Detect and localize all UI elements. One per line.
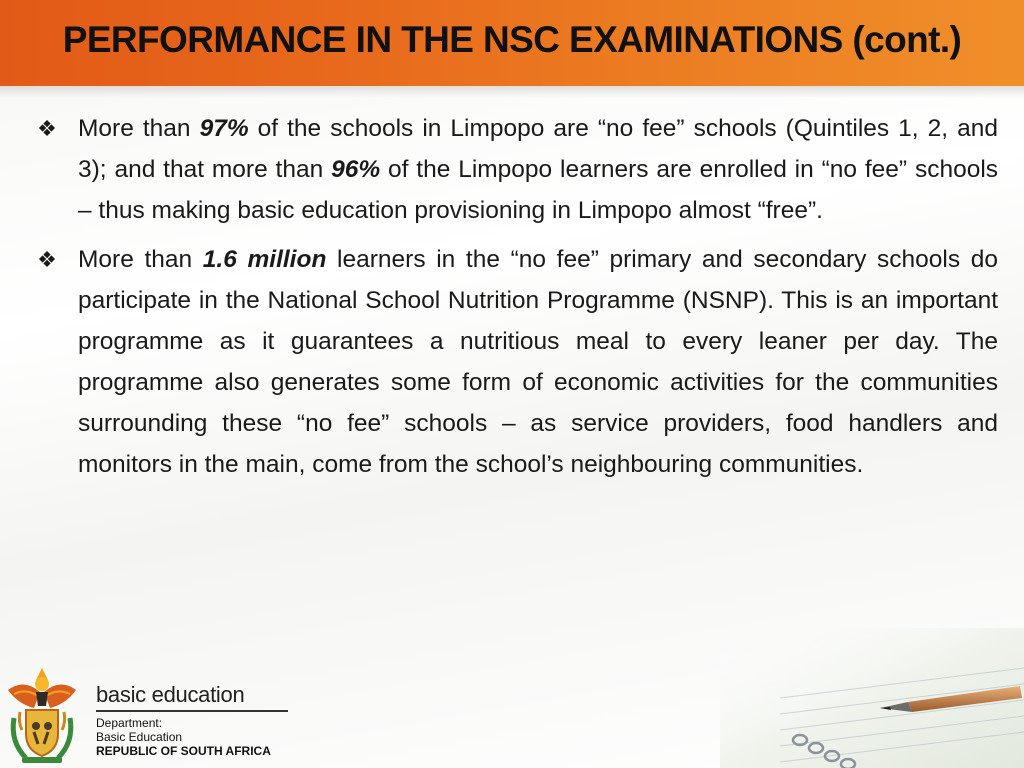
bullet-text: of the schools in Limpopo are “no fee” schools (Quintiles 1, 2, and 3); and that more than [78, 115, 998, 183]
bullet-text: More than [78, 246, 203, 273]
department-divider [96, 710, 288, 712]
title-shadow [0, 86, 1024, 98]
diamond-bullet-icon: ❖ [37, 116, 57, 141]
bullet-item [30, 239, 998, 485]
bullet-emphasis: 96% [331, 156, 381, 183]
department-name: basic education [96, 682, 245, 707]
coat-of-arms-icon [4, 664, 80, 764]
department-logo [0, 660, 300, 768]
bullet-text: learners in the “no fee” primary and secondary schools do participate in the National School Nutrition Programme (NSNP). This is an important programme as it guarantees a nutritious meal to every leaner per day. The programme also generates some form of economic activities for the communities surrounding these “no fee” schools – as service providers, food handlers and monitors in the main, come from the school’s neighbouring communities. [78, 246, 998, 478]
bullet-text: of the Limpopo learners are enrolled in “no fee” schools – thus making basic education provisioning in Limpopo almost “free”. [78, 156, 999, 224]
bullet-text: More than [78, 115, 200, 142]
bullet-item [30, 108, 998, 231]
bullet-list [30, 108, 998, 493]
diamond-bullet-icon: ❖ [37, 247, 57, 272]
bullet-emphasis: 97% [199, 115, 249, 142]
department-line-3: REPUBLIC OF SOUTH AFRICA [96, 744, 271, 758]
department-line-2: Basic Education [96, 730, 183, 744]
bullet-emphasis: 1.6 million [202, 246, 327, 273]
department-line-1: Department: [96, 716, 163, 730]
notebook-pen-decoration [720, 628, 1024, 768]
slide-title: PERFORMANCE IN THE NSC EXAMINATIONS (cont.) [62, 19, 962, 60]
title-bar [0, 0, 1024, 86]
